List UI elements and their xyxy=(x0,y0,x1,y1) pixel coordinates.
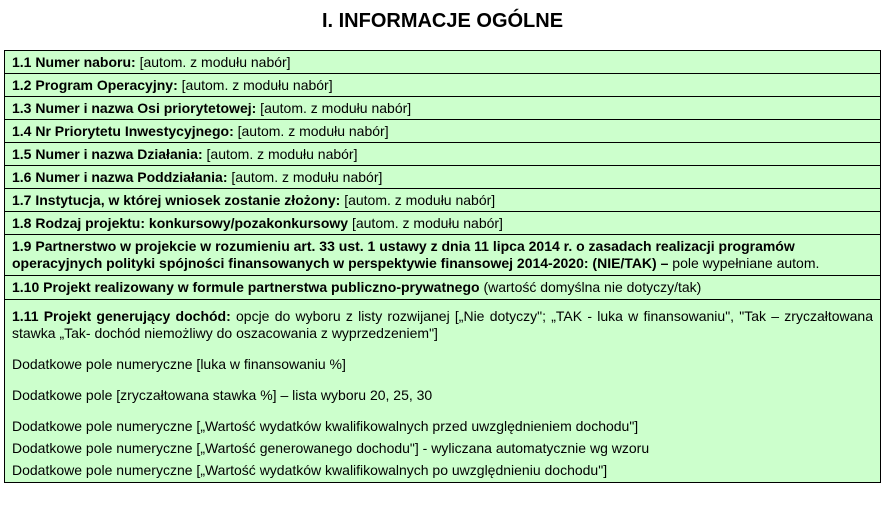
row-1-4 xyxy=(5,120,880,143)
extra-field-generated-income: Dodatkowe pole numeryczne [„Wartość generowanego dochodu"] - wyliczana automatycznie wg wzoru xyxy=(12,440,650,456)
row-label: 1.7 Instytucja, w której wniosek zostanie złożony: xyxy=(12,192,341,208)
row-value: [autom. z modułu nabór] xyxy=(227,169,383,185)
row-1-3 xyxy=(5,97,880,120)
row-1-5 xyxy=(5,143,880,166)
row-value: [autom. z modułu nabór] xyxy=(177,77,333,93)
row-1-1 xyxy=(5,51,880,74)
extra-field-flat-rate: Dodatkowe pole [zryczałtowana stawka %] – lista wyboru 20, 25, 30 xyxy=(12,387,433,403)
row-value: [autom. z modułu nabór] xyxy=(348,215,503,231)
row-label: 1.6 Numer i nazwa Poddziałania: xyxy=(12,169,228,185)
row-label: 1.1 Numer naboru: xyxy=(12,54,136,70)
row-1-10 xyxy=(5,276,880,300)
row-1-2 xyxy=(5,74,880,97)
row-value: [autom. z modułu nabór] xyxy=(256,100,412,116)
row-value: pole wypełniane autom. xyxy=(668,255,820,271)
row-value: [autom. z modułu nabór] xyxy=(135,54,291,70)
row-1-9 xyxy=(5,235,880,276)
row-1-11 xyxy=(5,300,880,482)
row-label: 1.11 Projekt generujący dochód: xyxy=(12,308,231,324)
row-value: [autom. z modułu nabór] xyxy=(233,123,389,139)
row-label: 1.2 Program Operacyjny: xyxy=(12,77,178,93)
row-label: 1.5 Numer i nazwa Działania: xyxy=(12,146,203,162)
extra-field-gap-percent: Dodatkowe pole numeryczne [luka w finansowaniu %] xyxy=(12,356,346,372)
row-value: [autom. z modułu nabór] xyxy=(202,146,358,162)
row-label: 1.4 Nr Priorytetu Inwestycyjnego: xyxy=(12,123,234,139)
row-1-6 xyxy=(5,166,880,189)
row-label: 1.8 Rodzaj projektu: konkursowy/pozakonkursowy xyxy=(12,215,349,231)
extra-field-eligible-before: Dodatkowe pole numeryczne [„Wartość wydatków kwalifikowalnych przed uwzględnieniem dochodu"] xyxy=(12,418,639,434)
row-1-8 xyxy=(5,212,880,235)
extra-field-eligible-after: Dodatkowe pole numeryczne [„Wartość wydatków kwalifikowalnych po uwzględnieniu dochodu"] xyxy=(12,462,608,478)
row-1-7 xyxy=(5,189,880,212)
general-info-table xyxy=(4,50,881,483)
row-label: 1.10 Projekt realizowany w formule partnerstwa publiczno-prywatnego xyxy=(12,279,480,295)
row-1-11-main xyxy=(12,308,873,342)
row-label: 1.9 Partnerstwo w projekcie w rozumieniu art. 33 ust. 1 ustawy z dnia 11 lipca 2014 r. o zasadach realizacji programów operacyjnych polityki spójności finansowanych w perspektywie finansowej 2014-2020: (NIE/TAK) – xyxy=(12,238,795,271)
section-title: I. INFORMACJE OGÓLNE xyxy=(321,10,564,32)
row-value: (wartość domyślna nie dotyczy/tak) xyxy=(479,279,702,295)
row-value: [autom. z modułu nabór] xyxy=(340,192,496,208)
row-label: 1.3 Numer i nazwa Osi priorytetowej: xyxy=(12,100,257,116)
row-value: opcje do wyboru z listy rozwijanej [„Nie dotyczy"; „TAK - luka w finansowaniu", "Tak – zryczałtowana stawka „Tak- dochód niemożliwy do oszacowania z wyprzedzeniem"] xyxy=(12,308,873,341)
